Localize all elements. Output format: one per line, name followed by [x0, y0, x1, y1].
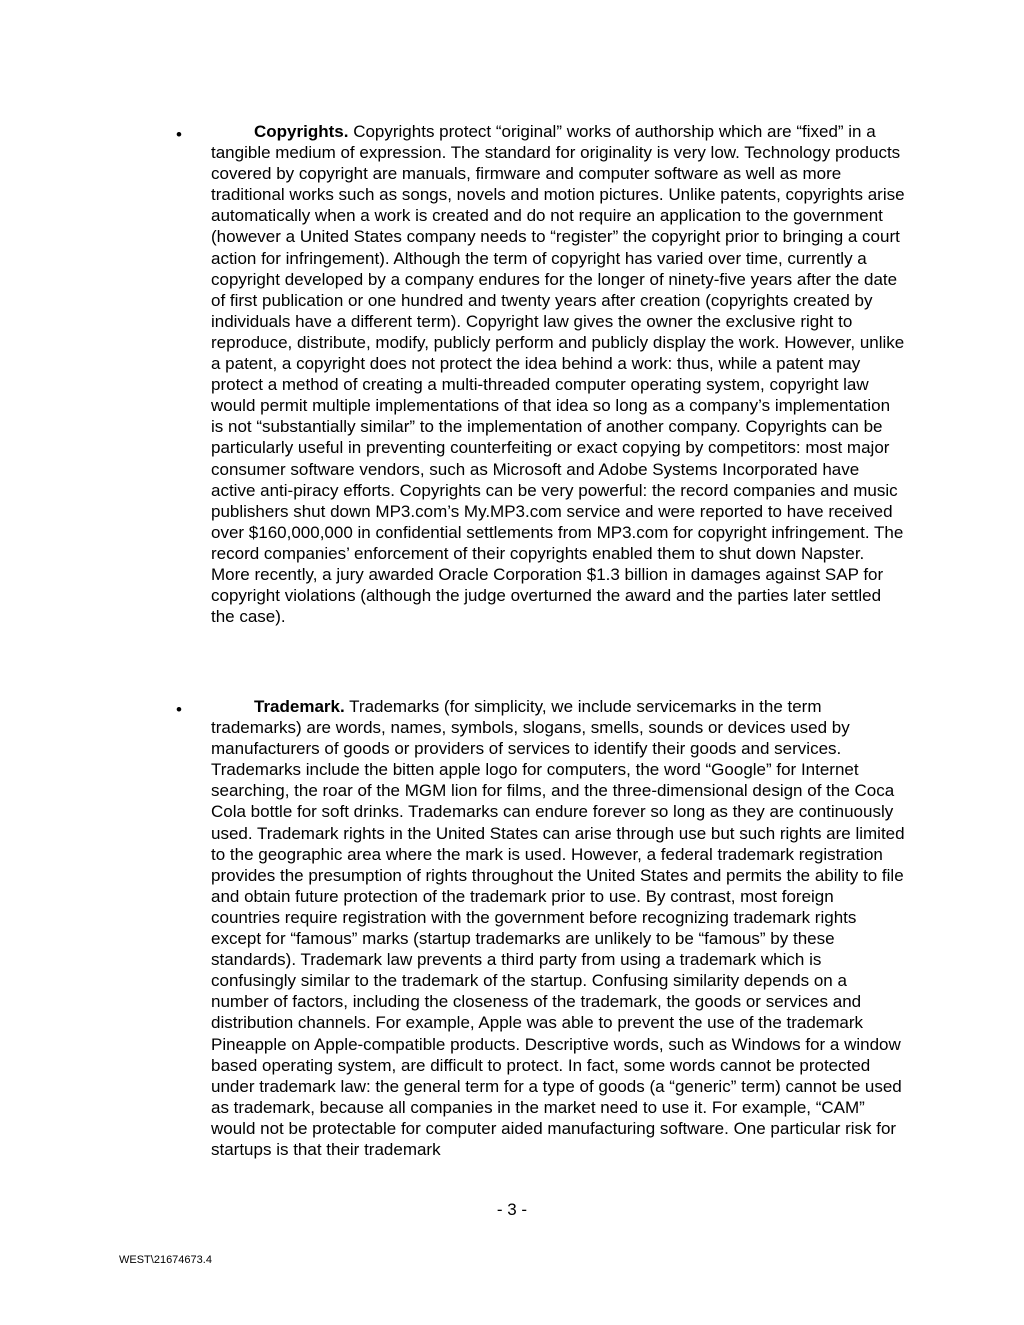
section-body: Copyrights protect “original” works of authorship which are “fixed” in a tangible medium of expression. The standard for originality is very low. Technology products covered by copyright are manuals, firmware and computer software as well as more traditional works such as songs, novels and motion pictures. Unlike patents, copyrights arise automatically when a work is created and do not require an application to the government (however a United States company needs to “register” the copyright prior to bringing a court action for infringement). Although the term of copyright has varied over time, currently a copyright developed by a company endures for the longer of ninety-five years after the date of first publication or one hundred and twenty years after creation (copyrights created by individuals have a different term). Copyright law gives the owner the exclusive right to reproduce, distribute, modify, publicly perform and publicly display the work. However, unlike a patent, a copyright does not protect the idea behind a work: thus, while a patent may protect a method of creating a multi-threaded computer operating system, copyright law would permit multiple implementations of that idea so long as a company’s implementation is not “substantially similar” to the implementation of another company. Copyrights can be particularly useful in preventing counterfeiting or exact copying by competitors: most major consumer software vendors, such as Microsoft and Adobe Systems Incorporated have active anti-piracy efforts. Copyrights can be very powerful: the record companies and music publishers shut down MP3.com’s My.MP3.com service and were reported to have received over $160,000,000 in confidential settlements from MP3.com for copyright infringement. The record companies’ enforcement of their copyrights enabled them to shut down Napster. More recently, a jury awarded Oracle Corporation $1.3 billion in damages against SAP for copyright violations (although the judge overturned the award and the parties later settled the case).: [211, 122, 905, 627]
section-body: Trademarks (for simplicity, we include servicemarks in the term trademarks) are words, names, symbols, slogans, smells, sounds or devices used by manufacturers of goods or providers of services to identify their goods and services. Trademarks include the bitten apple logo for computers, the word “Google” for Internet searching, the roar of the MGM lion for films, and the three-dimensional design of the Coca Cola bottle for soft drinks. Trademarks can endure forever so long as they are continuously used. Trademark rights in the United States can arise through use but such rights are limited to the geographic area where the mark is used. However, a federal trademark registration provides the presumption of rights throughout the United States and permits the ability to file and obtain future protection of the trademark prior to use. By contrast, most foreign countries require registration with the government before recognizing trademark rights except for “famous” marks (startup trademarks are unlikely to be “famous” by these standards). Trademark law prevents a third party from using a trademark which is confusingly similar to the trademark of the startup. Confusing similarity depends on a number of factors, including the closeness of the trademark, the goods or services and distribution channels. For example, Apple was able to prevent the use of the trademark Pineapple on Apple-compatible products. Descriptive words, such as Windows for a window based operating system, are difficult to protect. In fact, some words cannot be protected under trademark law: the general term for a type of goods (a “generic” term) cannot be used as trademark, because all companies in the market need to use it. For example, “CAM” would not be protectable for computer aided manufacturing software. One particular risk for startups is that their trademark: [211, 697, 905, 1159]
section-term: Copyrights.: [254, 122, 349, 141]
document-id: WEST\21674673.4: [119, 1254, 212, 1266]
section-term: Trademark.: [254, 697, 345, 716]
bullet-marker: •: [176, 700, 182, 719]
bullet-marker: •: [176, 125, 182, 144]
page-number: - 3 -: [496, 1200, 528, 1219]
trademark-paragraph: [211, 696, 906, 1160]
copyrights-paragraph: [211, 121, 906, 627]
